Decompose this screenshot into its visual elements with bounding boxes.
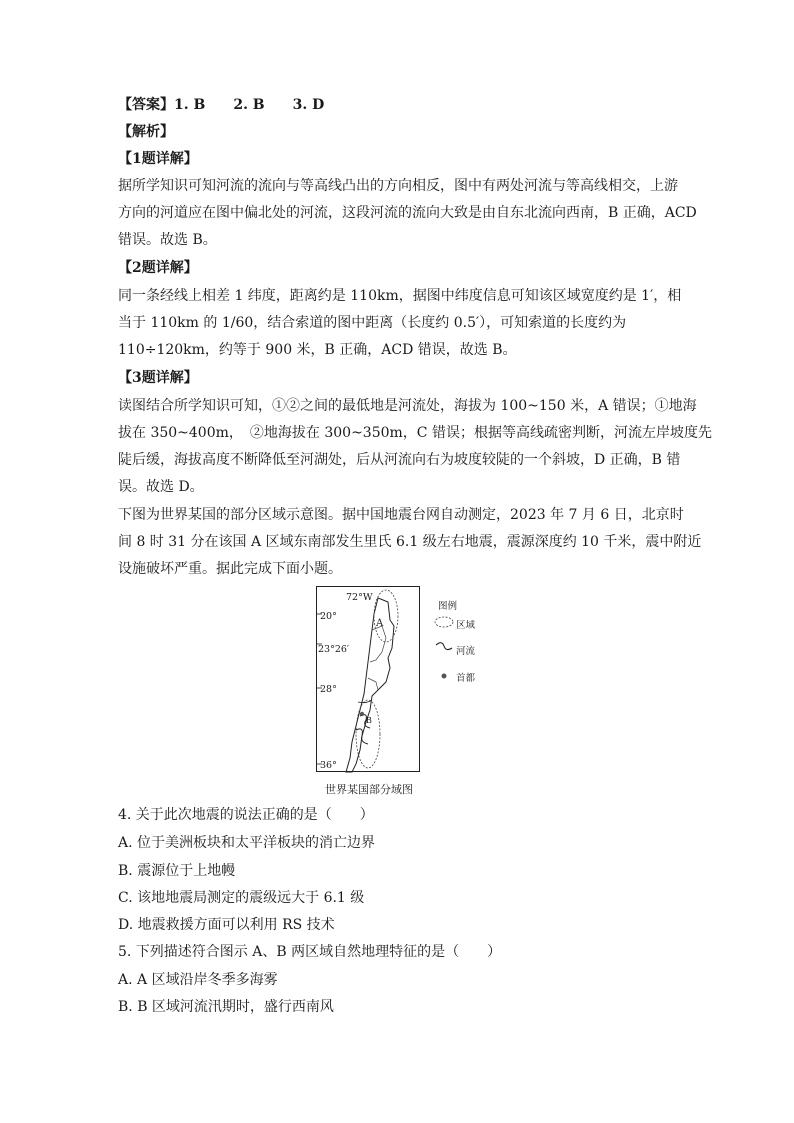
q2-text-line: 110÷120km，约等于 900 米，B 正确，ACD 错误，故选 B。 — [118, 342, 517, 358]
q1-text-line: 错误。故选 B。 — [118, 232, 217, 248]
figure-caption: 世界某国部分域图 — [325, 783, 413, 796]
legend-river-icon — [436, 643, 452, 650]
country-outline — [346, 598, 394, 772]
q3-text-line: 读图结合所学知识可知，①②之间的最低地是河流处，海拔为 100~150 米，A 错误；①地海 — [118, 398, 697, 414]
lat-label-28: 28° — [320, 684, 337, 695]
q2-text-line: 当于 110km 的 1/60，结合索道的图中距离（长度约 0.5′），可知索道的长度约为 — [118, 315, 627, 331]
question-4-option-b: B. 震源位于上地幔 — [118, 863, 236, 879]
legend-region-icon — [435, 617, 453, 627]
q3-text-line: 拔在 350~400m， ②地海拔在 300~350m，C 错误；根据等高线疏密判断，河流左岸坡度先 — [118, 425, 712, 441]
q1-text-line: 据所学知识可知河流的流向与等高线凸出的方向相反，图中有两处河流与等高线相交，上游 — [118, 178, 678, 194]
region-b-label: B — [366, 716, 372, 725]
question-5-option-b: B. B 区域河流汛期时，盛行西南风 — [118, 999, 334, 1015]
question-4-option-c: C. 该地地震局测定的震级远大于 6.1 级 — [118, 890, 365, 906]
question-4-stem: 4. 关于此次地震的说法正确的是（ ） — [118, 807, 374, 823]
lat-label-23: 23°26′ — [318, 644, 350, 655]
legend-capital-icon — [442, 674, 447, 679]
map-figure — [316, 586, 488, 798]
q2-detail-heading: 【2题详解】 — [118, 260, 198, 276]
legend-capital-label: 首都 — [456, 673, 476, 684]
q1-text-line: 方向的河道应在图中偏北处的河流，这段河流的流向大致是由自东北流向西南，B 正确，ACD — [118, 205, 697, 221]
river — [356, 729, 368, 744]
question-5-stem: 5. 下列描述符合图示 A、B 两区域自然地理特征的是（ ） — [118, 944, 502, 960]
intro-text-line: 设施破坏严重。据此完成下面小题。 — [118, 561, 342, 577]
inner-border — [368, 678, 378, 690]
legend-symbols — [434, 616, 458, 686]
map-legend — [434, 586, 494, 696]
lat-label-36: 36° — [320, 760, 337, 771]
answer-line: 【答案】1. B 2. B 3. D — [118, 97, 325, 113]
legend-region-label: 区域 — [456, 620, 476, 631]
capital-marker — [360, 712, 364, 716]
inner-border — [370, 626, 386, 662]
q1-detail-heading: 【1题详解】 — [118, 151, 198, 167]
analysis-heading: 【解析】 — [118, 124, 174, 140]
q2-text-line: 同一条经线上相差 1 纬度，距离约是 110km，据图中纬度信息可知该区域宽度约是 1′，相 — [118, 288, 682, 304]
question-5-option-a: A. A 区域沿岸冬季多海雾 — [118, 972, 278, 988]
question-4-option-a: A. 位于美洲板块和太平洋板块的消亡边界 — [118, 835, 376, 851]
legend-title: 图例 — [438, 601, 458, 612]
q3-detail-heading: 【3题详解】 — [118, 370, 198, 386]
longitude-label: 72°W — [346, 592, 373, 603]
intro-text-line: 间 8 时 31 分在该国 A 区域东南部发生里氏 6.1 级左右地震，震源深度约 10 千米，震中附近 — [118, 534, 702, 550]
q3-text-line: 陡后缓，海拔高度不断降低至河湖处，后从河流向右为坡度较陡的一个斜坡，D 正确，B 错 — [118, 452, 681, 468]
lat-label-20: 20° — [320, 611, 337, 622]
legend-river-label: 河流 — [456, 646, 476, 657]
q3-text-line: 误。故选 D。 — [118, 479, 204, 495]
region-a-label: A — [376, 618, 384, 629]
intro-text-line: 下图为世界某国的部分区域示意图。据中国地震台网自动测定，2023 年 7 月 6 日，北京时 — [118, 507, 684, 523]
question-4-option-d: D. 地震救援方面可以利用 RS 技术 — [118, 917, 335, 933]
